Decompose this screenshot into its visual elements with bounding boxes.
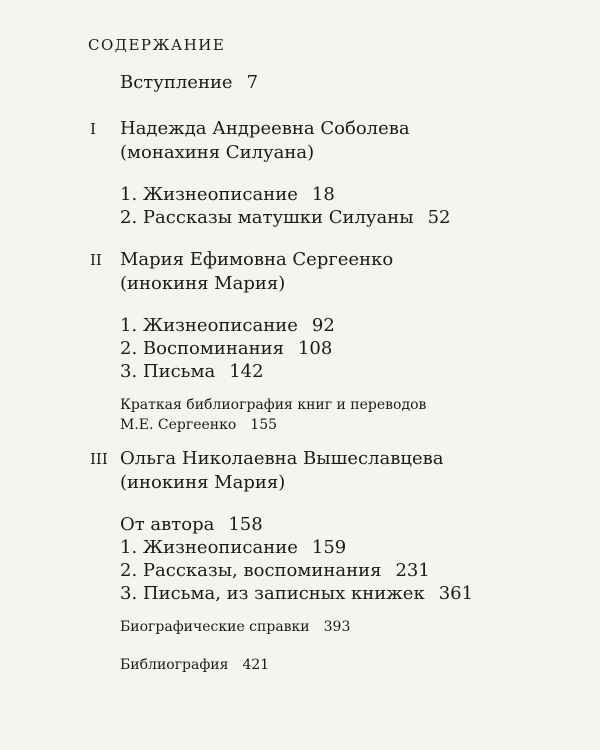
entry-page: 158 [228, 514, 263, 535]
entry-label: 1. Жизнеописание [120, 184, 298, 205]
part-title: Надежда Андреевна Соболева [120, 118, 410, 139]
toc-heading: СОДЕРЖАНИЕ [88, 36, 226, 54]
entry-page: 231 [395, 560, 430, 581]
entry-label: Вступление [120, 72, 233, 93]
toc-entry [120, 583, 473, 605]
toc-entry [120, 361, 264, 383]
toc-entry [120, 184, 335, 206]
entry-page: 393 [323, 619, 351, 635]
entry-page: 155 [250, 417, 278, 433]
entry-page: 52 [427, 207, 451, 228]
entry-page: 7 [246, 72, 259, 93]
entry-page: 92 [311, 315, 335, 336]
toc-entry [120, 315, 335, 337]
toc-entry [120, 338, 332, 360]
part-numeral: II [90, 251, 102, 269]
part-title: Мария Ефимовна Сергеенко [120, 249, 394, 270]
entry-label: От автора [120, 514, 215, 535]
entry-page: 18 [311, 184, 335, 205]
entry-label: 2. Рассказы, воспоминания [120, 560, 382, 581]
part-title: Ольга Николаевна Вышеславцева [120, 448, 444, 469]
entry-label: 1. Жизнеописание [120, 315, 298, 336]
entry-label: 3. Письма [120, 361, 216, 382]
part-subtitle: (инокиня Мария) [120, 472, 286, 493]
part-subtitle: (инокиня Мария) [120, 273, 286, 294]
entry-label: 1. Жизнеописание [120, 537, 298, 558]
entry-page: 142 [229, 361, 264, 382]
entry-label: 2. Рассказы матушки Силуаны [120, 207, 414, 228]
note-author: М.Е. Сергеенко [120, 417, 237, 433]
toc-entry-biblio [120, 654, 269, 676]
note-line [120, 414, 277, 436]
entry-page: 108 [297, 338, 333, 359]
entry-label: Библиография [120, 657, 229, 673]
toc-entry [120, 560, 430, 582]
entry-label: Биографические справки [120, 619, 310, 635]
toc-entry [120, 514, 263, 536]
part-numeral: III [90, 450, 108, 468]
toc-entry [120, 207, 451, 229]
toc-entry [120, 537, 346, 559]
part-numeral: I [90, 120, 96, 138]
part-subtitle: (монахиня Силуана) [120, 142, 315, 163]
toc-entry-intro [120, 72, 258, 94]
toc-entry-bio [120, 616, 350, 638]
note-line: Краткая библиография книг и переводов [120, 397, 427, 413]
entry-label: 3. Письма, из записных книжек [120, 583, 425, 604]
entry-label: 2. Воспоминания [120, 338, 284, 359]
entry-page: 421 [242, 657, 270, 673]
entry-page: 159 [311, 537, 347, 558]
entry-page: 361 [438, 583, 474, 604]
